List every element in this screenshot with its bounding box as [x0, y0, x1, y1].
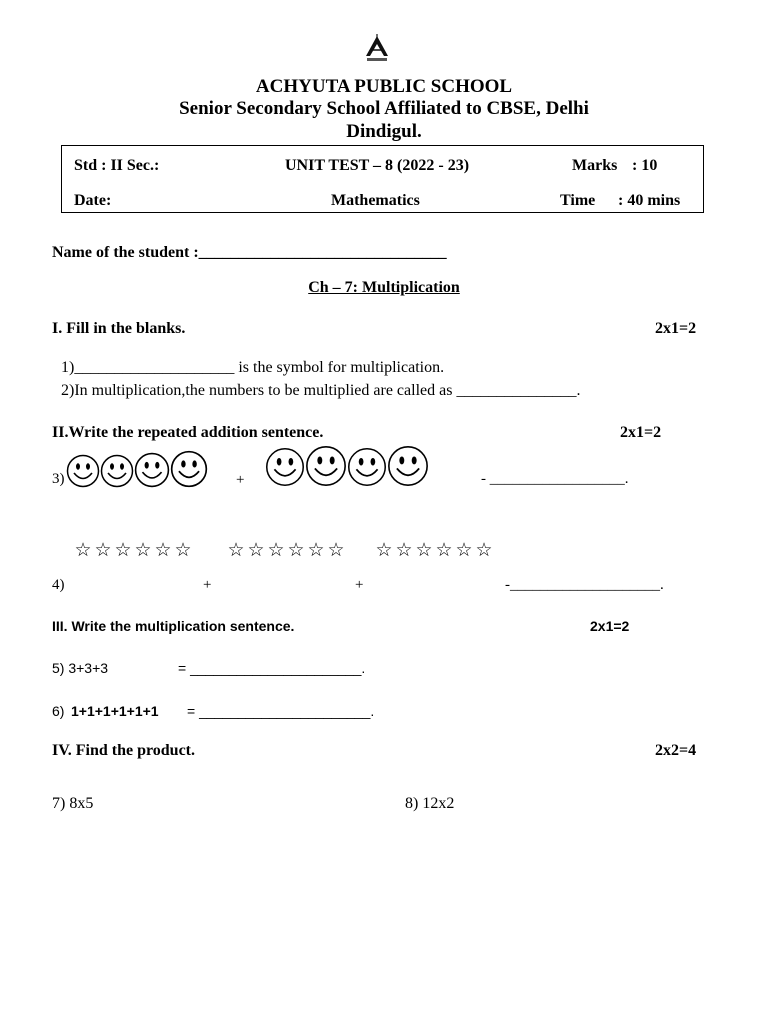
- star-icon: ☆: [134, 539, 152, 561]
- smiley-group-left: [66, 450, 208, 488]
- smiley-face-icon: [305, 445, 347, 487]
- star-icon: ☆: [415, 539, 433, 561]
- star-icon: ☆: [475, 539, 493, 561]
- student-name-field: Name of the student :_______________________________: [52, 244, 447, 261]
- smiley-face-icon: [66, 454, 100, 488]
- std-label: Std : II Sec.:: [74, 157, 160, 174]
- question-4-answer-blank: -____________________.: [505, 577, 664, 593]
- smiley-face-icon: [100, 454, 134, 488]
- section1-title: I. Fill in the blanks.: [52, 320, 186, 337]
- time-label: Time: [560, 192, 596, 209]
- school-city: Dindigul.: [346, 121, 422, 142]
- smiley-group-right: [265, 445, 429, 487]
- subject-label: Mathematics: [331, 192, 420, 209]
- star-icon: ☆: [307, 539, 325, 561]
- test-title: UNIT TEST – 8 (2022 - 23): [285, 157, 470, 174]
- chapter-title: Ch – 7: Multiplication: [308, 279, 460, 296]
- section2-title: II.Write the repeated addition sentence.: [52, 424, 324, 441]
- question-7: 7) 8x5: [52, 795, 94, 812]
- smiley-face-icon: [170, 450, 208, 488]
- star-icon: ☆: [395, 539, 413, 561]
- section2-marks: 2x1=2: [620, 424, 662, 441]
- plus-sign: +: [355, 577, 364, 593]
- star-icon: ☆: [227, 539, 245, 561]
- star-icon: ☆: [74, 539, 92, 561]
- star-icon: ☆: [267, 539, 285, 561]
- section4-title: IV. Find the product.: [52, 742, 195, 759]
- section1-marks: 2x1=2: [655, 320, 697, 337]
- star-icon: ☆: [114, 539, 132, 561]
- star-icon: ☆: [247, 539, 265, 561]
- star-icon: ☆: [455, 539, 473, 561]
- smiley-face-icon: [265, 447, 305, 487]
- star-icon: ☆: [287, 539, 305, 561]
- star-group-3: [374, 541, 494, 560]
- star-icon: ☆: [375, 539, 393, 561]
- star-icon: ☆: [174, 539, 192, 561]
- school-affiliation: Senior Secondary School Affiliated to CBSE, Delhi: [179, 98, 589, 119]
- section3-marks: 2x1=2: [590, 618, 630, 634]
- question-3-answer-blank: - __________________.: [481, 471, 629, 487]
- star-icon: ☆: [154, 539, 172, 561]
- school-name: ACHYUTA PUBLIC SCHOOL: [255, 76, 513, 97]
- question-6-number: 6): [52, 703, 65, 719]
- section4-marks: 2x2=4: [655, 742, 697, 759]
- question-1: 1)____________________ is the symbol for multiplication.: [61, 359, 445, 376]
- section3-title: III. Write the multiplication sentence.: [52, 618, 295, 634]
- star-icon: ☆: [94, 539, 112, 561]
- question-6-expression: 1+1+1+1+1+1: [71, 703, 159, 719]
- question-5-answer-blank: = ______________________.: [178, 660, 366, 676]
- marks-label: Marks: [572, 157, 618, 174]
- question-3-number: 3): [52, 471, 65, 487]
- smiley-face-icon: [387, 445, 429, 487]
- question-2: 2)In multiplication,the numbers to be multiplied are called as _______________.: [61, 382, 581, 399]
- marks-value: : 10: [632, 157, 658, 174]
- smiley-face-icon: [134, 452, 170, 488]
- plus-sign: +: [203, 577, 212, 593]
- question-8: 8) 12x2: [405, 795, 455, 812]
- school-logo-icon: [361, 34, 393, 64]
- question-6-answer-blank: = ______________________.: [187, 703, 375, 719]
- star-group-1: [73, 541, 193, 560]
- question-5-label: 5) 3+3+3: [52, 660, 109, 676]
- time-value: : 40 mins: [618, 192, 681, 209]
- star-group-2: [226, 541, 346, 560]
- question-4-number: 4): [52, 577, 65, 593]
- plus-sign: +: [236, 472, 245, 488]
- date-label: Date:: [74, 192, 112, 209]
- star-icon: ☆: [327, 539, 345, 561]
- star-icon: ☆: [435, 539, 453, 561]
- smiley-face-icon: [347, 447, 387, 487]
